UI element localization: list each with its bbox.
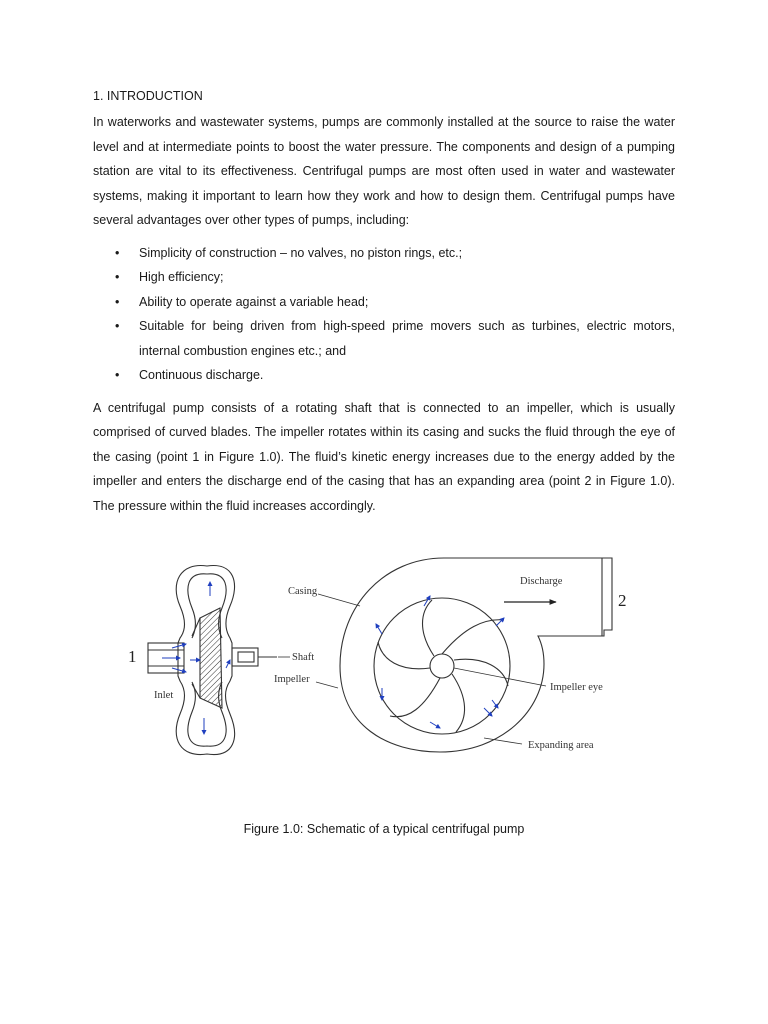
pump-front-view [340, 558, 612, 752]
list-item-text: Ability to operate against a variable head; [139, 294, 369, 309]
bullet-icon: • [115, 294, 120, 309]
intro-paragraph: In waterworks and wastewater systems, pumps are commonly installed at the source to raise the water level and at intermediate points to boost the water pressure. The components and design of a pumping station are vital to its effectiveness. Centrifugal pumps are most often used in water and wastewater systems, making it important to learn how they work and how to design them. Centrifugal pumps have several advantages over other types of pumps, including: [93, 115, 675, 227]
list-item [93, 363, 675, 388]
pump-schematic-figure [112, 548, 652, 768]
list-item-text: Suitable for being driven from high-speed prime movers such as turbines, electric motors, internal combustion engines etc.; and [139, 319, 675, 358]
list-item-text: High efficiency; [139, 270, 224, 284]
section-heading: 1. INTRODUCTION [93, 89, 203, 103]
list-item [93, 265, 675, 290]
list-item [93, 241, 675, 266]
figure-caption: Figure 1.0: Schematic of a typical centrifugal pump [243, 822, 525, 836]
advantages-list [93, 241, 675, 388]
pump-paragraph: A centrifugal pump consists of a rotating shaft that is connected to an impeller, which is usually comprised of curved blades. The impeller rotates within its casing and sucks the fluid through the eye of the casing (point 1 in Figure 1.0). The fluid’s kinetic energy increases due to the energy added by the impeller and enters the discharge end of the casing that has an expanding area (point 2 in Figure 1.0). The pressure within the fluid increases accordingly. [93, 400, 675, 513]
list-item-text: Simplicity of construction – no valves, no piston rings, etc.; [139, 245, 463, 260]
bullet-icon: • [115, 368, 120, 382]
discharge-label: Discharge [520, 576, 563, 587]
document-body [93, 86, 675, 518]
point-2-label: 2 [618, 591, 627, 610]
impeller-eye-label: Impeller eye [550, 682, 603, 693]
expanding-area-label: Expanding area [528, 740, 594, 751]
bullet-icon: • [115, 270, 120, 284]
pump-side-view [148, 566, 277, 755]
bullet-icon: • [115, 319, 120, 333]
volute-casing [340, 558, 612, 752]
inlet-label: Inlet [154, 690, 174, 701]
impeller-hatched [200, 608, 222, 708]
shaft-label: Shaft [292, 652, 315, 663]
list-item [93, 314, 675, 363]
point-1-label: 1 [128, 647, 137, 666]
bullet-icon: • [115, 245, 120, 260]
impeller-label: Impeller [274, 674, 310, 685]
impeller-eye [430, 654, 454, 678]
list-item [93, 290, 675, 315]
list-item-text: Continuous discharge. [139, 368, 264, 382]
casing-label: Casing [288, 586, 318, 597]
